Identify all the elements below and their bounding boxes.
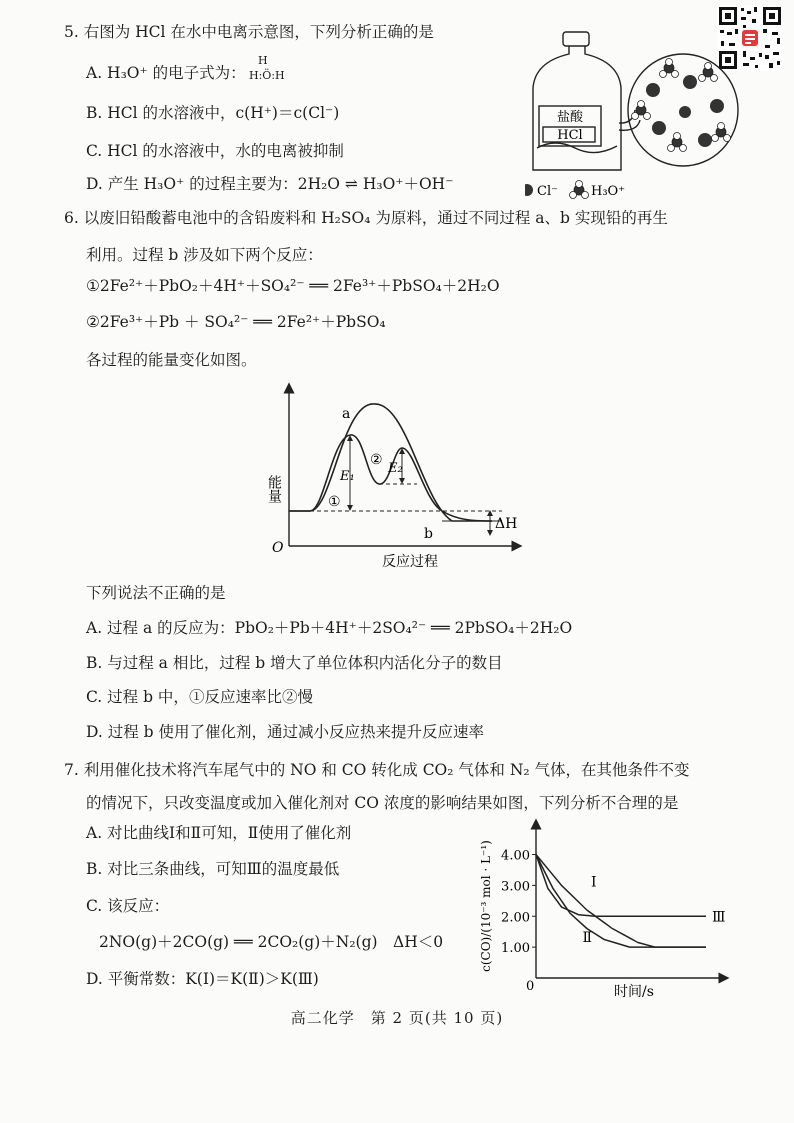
q5-option-c: C. HCl 的水溶液中，水的电离被抑制 xyxy=(86,142,344,160)
y-tick-label: 1.00 xyxy=(501,941,530,957)
q5-option-a: A. H₃O⁺ 的电子式为： xyxy=(86,64,246,82)
curve-b xyxy=(289,435,492,521)
x-axis-label: 反应过程 xyxy=(382,554,438,570)
energy-diagram xyxy=(262,380,532,570)
label-e1: E₁ xyxy=(340,469,355,484)
page-footer: 高二化学 第 2 页(共 10 页) xyxy=(290,1009,504,1027)
legend-h3o-label: H₃O⁺ xyxy=(591,184,626,199)
bottle-body xyxy=(533,46,621,170)
y-axis-label: 能量 xyxy=(266,475,282,503)
q6-reaction-2: ②2Fe³⁺＋Pb ＋ SO₄²⁻ ══ 2Fe²⁺＋PbSO₄ xyxy=(86,313,386,331)
legend-h3o-icon xyxy=(570,181,589,199)
ion-cl xyxy=(683,75,697,89)
q6-option-c: C. 过程 b 中，①反应速率比②慢 xyxy=(86,688,313,706)
bottle-stopper xyxy=(563,32,589,46)
q5-formula-top: H xyxy=(258,54,268,67)
q6-stem-3: 各过程的能量变化如图。 xyxy=(86,351,257,369)
bottle-label-1: 盐酸 xyxy=(556,110,584,125)
q5-option-b: B. HCl 的水溶液中，c(H⁺)＝c(Cl⁻) xyxy=(86,104,340,122)
ion-cl xyxy=(652,121,666,135)
y-tick-label: 3.00 xyxy=(501,879,530,895)
q7-option-c: C. 该反应： xyxy=(86,897,170,915)
q7-option-d: D. 平衡常数：K(Ⅰ)＝K(Ⅱ)＞K(Ⅲ) xyxy=(86,970,319,988)
q7-stem-1: 7. 利用催化技术将汽车尾气中的 NO 和 CO 转化成 CO₂ 气体和 N₂ 气体，在其他条件不变 xyxy=(64,761,690,779)
label-a: a xyxy=(342,406,351,422)
q6-stem-2: 利用。过程 b 涉及如下两个反应： xyxy=(86,246,323,264)
x-axis-label: 时间/s xyxy=(614,984,654,998)
origin-label: O xyxy=(272,540,284,556)
ion-cl xyxy=(646,83,660,97)
q6-stem-1: 6. 以废旧铅酸蓄电池中的含铅废料和 H₂SO₄ 为原料，通过不同过程 a、b 实现铅的再生 xyxy=(64,209,668,227)
y-tick-label: 4.00 xyxy=(501,848,530,864)
q5-formula-mid: H:Ö:H xyxy=(249,69,285,82)
q6-option-b: B. 与过程 a 相比，过程 b 增大了单位体积内活化分子的数目 xyxy=(86,654,503,672)
label-step-2: ② xyxy=(370,452,383,468)
ion-h3o xyxy=(668,133,687,152)
ion-cl xyxy=(710,99,724,113)
ion-h3o xyxy=(660,59,679,78)
legend-cl-icon xyxy=(525,184,533,196)
q7-option-c-equation: 2NO(g)＋2CO(g) ══ 2CO₂(g)＋N₂(g) ΔH＜0 xyxy=(99,933,444,951)
q5-stem: 5. 右图为 HCl 在水中电离示意图，下列分析正确的是 xyxy=(64,23,434,41)
label-b: b xyxy=(424,526,433,542)
series-label-3: Ⅲ xyxy=(712,909,726,926)
legend-cl-label: Cl⁻ xyxy=(537,184,558,199)
y-tick-label: 2.00 xyxy=(501,910,530,926)
ion-cl xyxy=(679,106,691,118)
bottle-label-2: HCl xyxy=(557,128,583,143)
origin-label: 0 xyxy=(526,979,535,994)
label-step-1: ① xyxy=(328,494,341,510)
q6-option-a: A. 过程 a 的反应为：PbO₂＋Pb＋4H⁺＋2SO₄²⁻ ══ 2PbSO₄＋2H₂O xyxy=(86,619,573,637)
co-concentration-chart xyxy=(474,818,734,998)
q6-question: 下列说法不正确的是 xyxy=(86,584,226,602)
ion-cl xyxy=(698,133,712,147)
ion-h3o xyxy=(699,63,718,82)
q6-option-d: D. 过程 b 使用了催化剂，通过减小反应热来提升反应速率 xyxy=(86,723,485,741)
y-axis-label: c(CO)/(10⁻³ mol · L⁻¹) xyxy=(479,840,493,972)
hcl-ionization-illustration xyxy=(525,28,745,203)
q6-reaction-1: ①2Fe²⁺＋PbO₂＋4H⁺＋SO₄²⁻ ══ 2Fe³⁺＋PbSO₄＋2H₂O xyxy=(86,277,500,295)
ion-h3o xyxy=(712,123,731,142)
q7-option-b: B. 对比三条曲线，可知Ⅲ的温度最低 xyxy=(86,860,340,878)
series-label-2: Ⅱ xyxy=(582,929,593,946)
q7-stem-2: 的情况下，只改变温度或加入催化剂对 CO 浓度的影响结果如图，下列分析不合理的是 xyxy=(86,794,679,812)
q7-option-a: A. 对比曲线Ⅰ和Ⅱ可知，Ⅱ使用了催化剂 xyxy=(86,824,352,842)
q5-option-d: D. 产生 H₃O⁺ 的过程主要为：2H₂O ⇌ H₃O⁺＋OH⁻ xyxy=(86,175,454,193)
label-e2: E₂ xyxy=(388,461,403,476)
series-label-1: Ⅰ xyxy=(591,874,597,891)
label-dh: ΔH xyxy=(495,516,518,532)
